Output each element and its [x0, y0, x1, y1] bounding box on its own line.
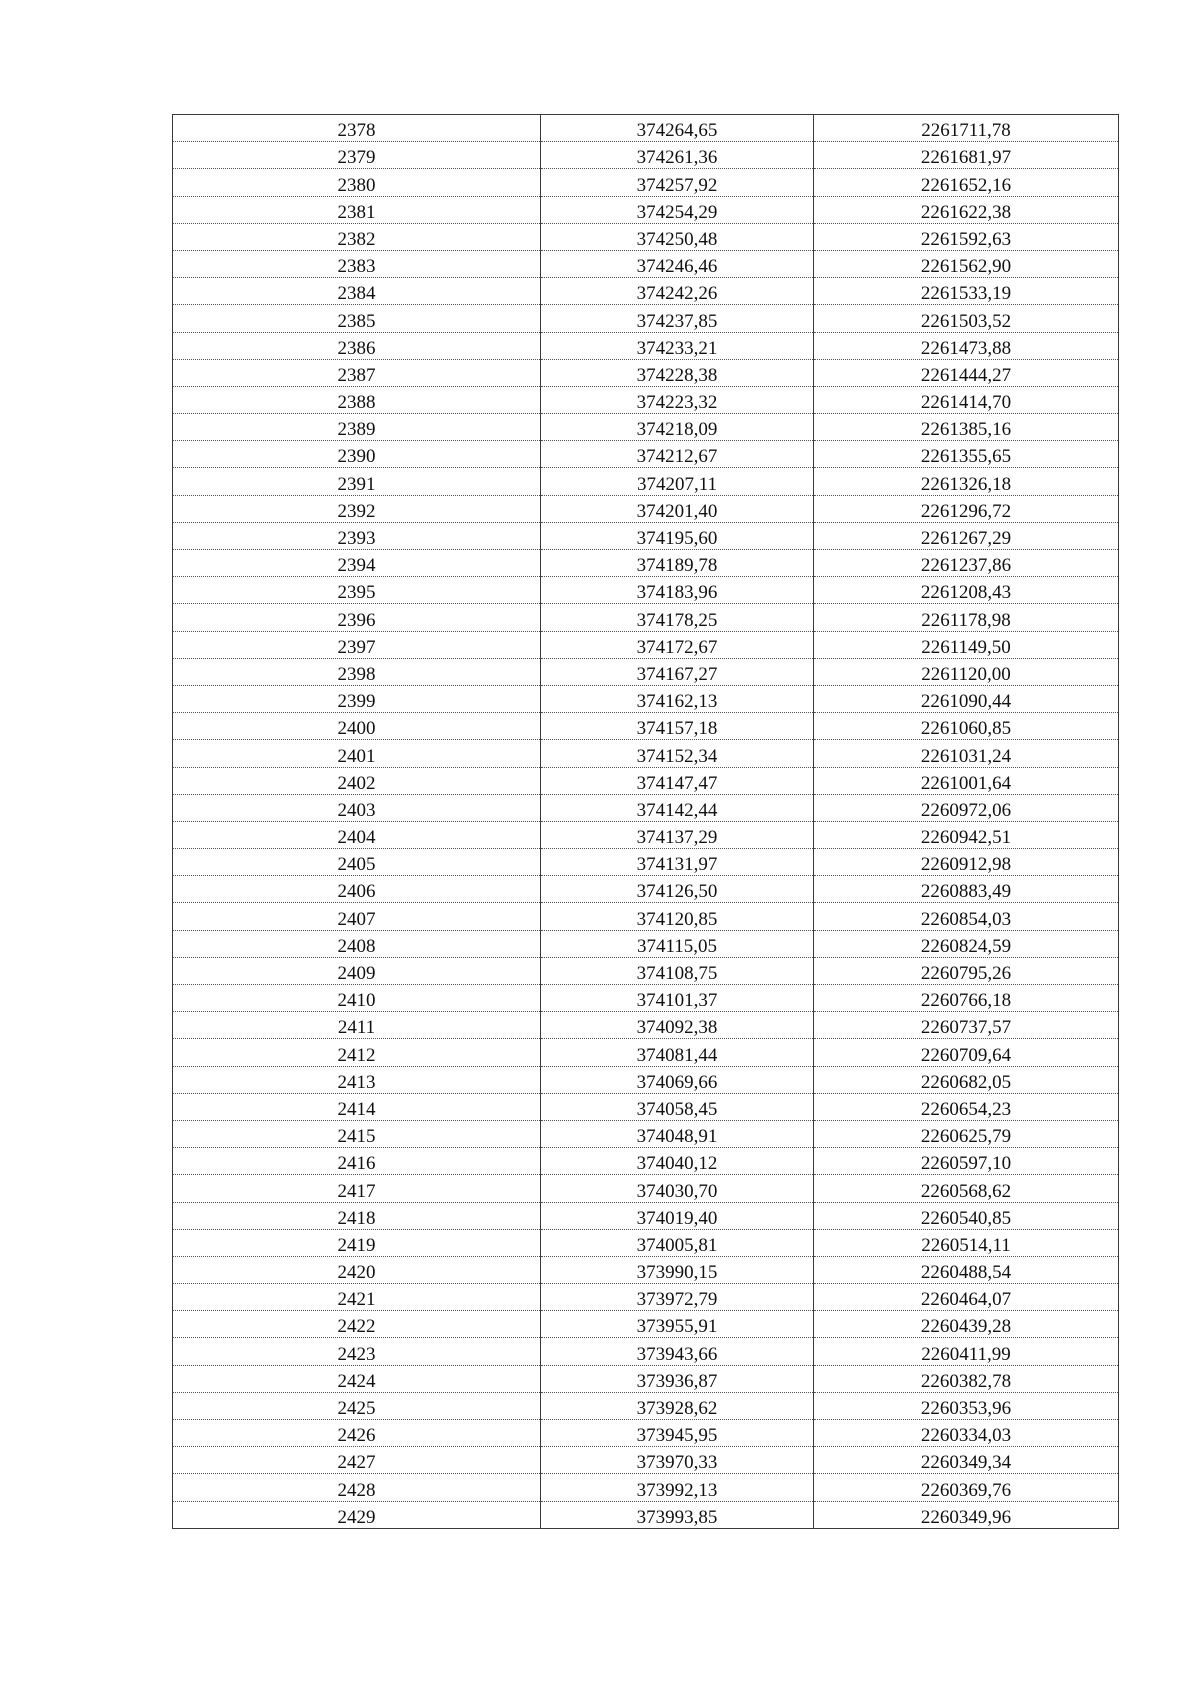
x-coordinate-cell: 374048,91	[541, 1120, 814, 1147]
table-row	[173, 658, 1119, 685]
table-row	[173, 386, 1119, 413]
y-coordinate-cell: 2260540,85	[814, 1202, 1119, 1229]
table-row	[173, 1175, 1119, 1202]
point-number-cell: 2412	[173, 1039, 541, 1066]
y-coordinate-cell: 2261237,86	[814, 550, 1119, 577]
x-coordinate-cell: 374201,40	[541, 495, 814, 522]
y-coordinate-cell: 2261385,16	[814, 414, 1119, 441]
point-number-cell: 2381	[173, 196, 541, 223]
x-coordinate-cell: 373972,79	[541, 1284, 814, 1311]
y-coordinate-cell: 2260795,26	[814, 957, 1119, 984]
x-coordinate-cell: 374207,11	[541, 468, 814, 495]
table-row	[173, 1392, 1119, 1419]
point-number-cell: 2396	[173, 604, 541, 631]
point-number-cell: 2402	[173, 767, 541, 794]
table-row	[173, 1202, 1119, 1229]
point-number-cell: 2404	[173, 821, 541, 848]
x-coordinate-cell: 374261,36	[541, 142, 814, 169]
x-coordinate-cell: 374131,97	[541, 849, 814, 876]
point-number-cell: 2411	[173, 1012, 541, 1039]
table-row	[173, 1039, 1119, 1066]
y-coordinate-cell: 2260411,99	[814, 1338, 1119, 1365]
x-coordinate-cell: 374167,27	[541, 658, 814, 685]
table-row	[173, 903, 1119, 930]
table-row	[173, 985, 1119, 1012]
point-number-cell: 2419	[173, 1229, 541, 1256]
point-number-cell: 2410	[173, 985, 541, 1012]
table-row	[173, 849, 1119, 876]
y-coordinate-cell: 2260353,96	[814, 1392, 1119, 1419]
point-number-cell: 2383	[173, 250, 541, 277]
x-coordinate-cell: 374142,44	[541, 794, 814, 821]
point-number-cell: 2414	[173, 1093, 541, 1120]
table-row	[173, 713, 1119, 740]
x-coordinate-cell: 374126,50	[541, 876, 814, 903]
table-row	[173, 740, 1119, 767]
x-coordinate-cell: 373928,62	[541, 1392, 814, 1419]
y-coordinate-cell: 2261652,16	[814, 169, 1119, 196]
y-coordinate-cell: 2260824,59	[814, 930, 1119, 957]
table-row	[173, 794, 1119, 821]
y-coordinate-cell: 2261562,90	[814, 250, 1119, 277]
x-coordinate-cell: 374019,40	[541, 1202, 814, 1229]
point-number-cell: 2429	[173, 1501, 541, 1528]
x-coordinate-cell: 374183,96	[541, 577, 814, 604]
table-row	[173, 441, 1119, 468]
y-coordinate-cell: 2260568,62	[814, 1175, 1119, 1202]
table-row	[173, 414, 1119, 441]
point-number-cell: 2397	[173, 631, 541, 658]
y-coordinate-cell: 2260488,54	[814, 1256, 1119, 1283]
x-coordinate-cell: 374115,05	[541, 930, 814, 957]
table-row	[173, 1284, 1119, 1311]
point-number-cell: 2379	[173, 142, 541, 169]
table-row	[173, 278, 1119, 305]
table-row	[173, 930, 1119, 957]
y-coordinate-cell: 2260625,79	[814, 1120, 1119, 1147]
table-row	[173, 1338, 1119, 1365]
y-coordinate-cell: 2261149,50	[814, 631, 1119, 658]
table-row	[173, 604, 1119, 631]
x-coordinate-cell: 374223,32	[541, 386, 814, 413]
y-coordinate-cell: 2261592,63	[814, 223, 1119, 250]
table-row	[173, 468, 1119, 495]
y-coordinate-cell: 2261533,19	[814, 278, 1119, 305]
point-number-cell: 2385	[173, 305, 541, 332]
x-coordinate-cell: 374189,78	[541, 550, 814, 577]
table-row	[173, 1501, 1119, 1528]
y-coordinate-cell: 2260349,96	[814, 1501, 1119, 1528]
table-row	[173, 250, 1119, 277]
x-coordinate-cell: 374195,60	[541, 522, 814, 549]
x-coordinate-cell: 374081,44	[541, 1039, 814, 1066]
y-coordinate-cell: 2261120,00	[814, 658, 1119, 685]
table-row	[173, 1229, 1119, 1256]
x-coordinate-cell: 374058,45	[541, 1093, 814, 1120]
x-coordinate-cell: 374137,29	[541, 821, 814, 848]
point-number-cell: 2415	[173, 1120, 541, 1147]
y-coordinate-cell: 2261355,65	[814, 441, 1119, 468]
point-number-cell: 2408	[173, 930, 541, 957]
table-row	[173, 1311, 1119, 1338]
point-number-cell: 2378	[173, 115, 541, 142]
x-coordinate-cell: 374218,09	[541, 414, 814, 441]
table-row	[173, 1256, 1119, 1283]
x-coordinate-cell: 374242,26	[541, 278, 814, 305]
x-coordinate-cell: 373945,95	[541, 1420, 814, 1447]
y-coordinate-cell: 2260369,76	[814, 1474, 1119, 1501]
x-coordinate-cell: 373970,33	[541, 1447, 814, 1474]
y-coordinate-cell: 2260942,51	[814, 821, 1119, 848]
y-coordinate-cell: 2261267,29	[814, 522, 1119, 549]
point-number-cell: 2426	[173, 1420, 541, 1447]
x-coordinate-cell: 374172,67	[541, 631, 814, 658]
point-number-cell: 2416	[173, 1148, 541, 1175]
table-row	[173, 495, 1119, 522]
x-coordinate-cell: 374030,70	[541, 1175, 814, 1202]
point-number-cell: 2409	[173, 957, 541, 984]
x-coordinate-cell: 373993,85	[541, 1501, 814, 1528]
table-row	[173, 1420, 1119, 1447]
y-coordinate-cell: 2260883,49	[814, 876, 1119, 903]
x-coordinate-cell: 373992,13	[541, 1474, 814, 1501]
y-coordinate-cell: 2260439,28	[814, 1311, 1119, 1338]
y-coordinate-cell: 2260972,06	[814, 794, 1119, 821]
y-coordinate-cell: 2261178,98	[814, 604, 1119, 631]
y-coordinate-cell: 2261414,70	[814, 386, 1119, 413]
x-coordinate-cell: 374092,38	[541, 1012, 814, 1039]
y-coordinate-cell: 2260349,34	[814, 1447, 1119, 1474]
x-coordinate-cell: 373943,66	[541, 1338, 814, 1365]
point-number-cell: 2417	[173, 1175, 541, 1202]
point-number-cell: 2388	[173, 386, 541, 413]
point-number-cell: 2423	[173, 1338, 541, 1365]
table-row	[173, 1066, 1119, 1093]
y-coordinate-cell: 2260766,18	[814, 985, 1119, 1012]
y-coordinate-cell: 2261711,78	[814, 115, 1119, 142]
table-row	[173, 223, 1119, 250]
x-coordinate-cell: 374257,92	[541, 169, 814, 196]
table-row	[173, 196, 1119, 223]
point-number-cell: 2382	[173, 223, 541, 250]
x-coordinate-cell: 374147,47	[541, 767, 814, 794]
x-coordinate-cell: 374101,37	[541, 985, 814, 1012]
x-coordinate-cell: 374178,25	[541, 604, 814, 631]
x-coordinate-cell: 374250,48	[541, 223, 814, 250]
y-coordinate-cell: 2260382,78	[814, 1365, 1119, 1392]
table-row	[173, 550, 1119, 577]
y-coordinate-cell: 2260682,05	[814, 1066, 1119, 1093]
x-coordinate-cell: 374069,66	[541, 1066, 814, 1093]
y-coordinate-cell: 2261622,38	[814, 196, 1119, 223]
x-coordinate-cell: 374246,46	[541, 250, 814, 277]
x-coordinate-cell: 374254,29	[541, 196, 814, 223]
point-number-cell: 2403	[173, 794, 541, 821]
table-row	[173, 1365, 1119, 1392]
table-row	[173, 522, 1119, 549]
y-coordinate-cell: 2261296,72	[814, 495, 1119, 522]
point-number-cell: 2421	[173, 1284, 541, 1311]
point-number-cell: 2418	[173, 1202, 541, 1229]
point-number-cell: 2424	[173, 1365, 541, 1392]
x-coordinate-cell: 374120,85	[541, 903, 814, 930]
point-number-cell: 2413	[173, 1066, 541, 1093]
y-coordinate-cell: 2260737,57	[814, 1012, 1119, 1039]
point-number-cell: 2391	[173, 468, 541, 495]
y-coordinate-cell: 2260597,10	[814, 1148, 1119, 1175]
table-row	[173, 305, 1119, 332]
y-coordinate-cell: 2260912,98	[814, 849, 1119, 876]
x-coordinate-cell: 374108,75	[541, 957, 814, 984]
y-coordinate-cell: 2261001,64	[814, 767, 1119, 794]
x-coordinate-cell: 374157,18	[541, 713, 814, 740]
y-coordinate-cell: 2261326,18	[814, 468, 1119, 495]
point-number-cell: 2398	[173, 658, 541, 685]
table-row	[173, 359, 1119, 386]
point-number-cell: 2380	[173, 169, 541, 196]
coordinates-table-body	[173, 115, 1119, 1529]
x-coordinate-cell: 374233,21	[541, 332, 814, 359]
table-row	[173, 1093, 1119, 1120]
point-number-cell: 2384	[173, 278, 541, 305]
point-number-cell: 2386	[173, 332, 541, 359]
table-row	[173, 1474, 1119, 1501]
table-row	[173, 821, 1119, 848]
y-coordinate-cell: 2260514,11	[814, 1229, 1119, 1256]
point-number-cell: 2420	[173, 1256, 541, 1283]
y-coordinate-cell: 2260334,03	[814, 1420, 1119, 1447]
point-number-cell: 2399	[173, 685, 541, 712]
point-number-cell: 2401	[173, 740, 541, 767]
point-number-cell: 2422	[173, 1311, 541, 1338]
y-coordinate-cell: 2261681,97	[814, 142, 1119, 169]
point-number-cell: 2389	[173, 414, 541, 441]
x-coordinate-cell: 374212,67	[541, 441, 814, 468]
x-coordinate-cell: 374237,85	[541, 305, 814, 332]
x-coordinate-cell: 374264,65	[541, 115, 814, 142]
point-number-cell: 2395	[173, 577, 541, 604]
y-coordinate-cell: 2261090,44	[814, 685, 1119, 712]
y-coordinate-cell: 2260854,03	[814, 903, 1119, 930]
table-row	[173, 1447, 1119, 1474]
x-coordinate-cell: 374162,13	[541, 685, 814, 712]
coordinates-table	[172, 114, 1119, 1529]
table-row	[173, 1148, 1119, 1175]
point-number-cell: 2390	[173, 441, 541, 468]
point-number-cell: 2407	[173, 903, 541, 930]
point-number-cell: 2405	[173, 849, 541, 876]
x-coordinate-cell: 374040,12	[541, 1148, 814, 1175]
point-number-cell: 2428	[173, 1474, 541, 1501]
x-coordinate-cell: 374228,38	[541, 359, 814, 386]
y-coordinate-cell: 2261060,85	[814, 713, 1119, 740]
table-row	[173, 1120, 1119, 1147]
y-coordinate-cell: 2260709,64	[814, 1039, 1119, 1066]
table-row	[173, 767, 1119, 794]
point-number-cell: 2394	[173, 550, 541, 577]
table-row	[173, 169, 1119, 196]
table-row	[173, 115, 1119, 142]
point-number-cell: 2392	[173, 495, 541, 522]
y-coordinate-cell: 2261473,88	[814, 332, 1119, 359]
y-coordinate-cell: 2261208,43	[814, 577, 1119, 604]
table-row	[173, 685, 1119, 712]
table-row	[173, 957, 1119, 984]
y-coordinate-cell: 2261503,52	[814, 305, 1119, 332]
x-coordinate-cell: 374152,34	[541, 740, 814, 767]
table-row	[173, 876, 1119, 903]
point-number-cell: 2425	[173, 1392, 541, 1419]
point-number-cell: 2387	[173, 359, 541, 386]
x-coordinate-cell: 373936,87	[541, 1365, 814, 1392]
y-coordinate-cell: 2261444,27	[814, 359, 1119, 386]
x-coordinate-cell: 373990,15	[541, 1256, 814, 1283]
point-number-cell: 2400	[173, 713, 541, 740]
point-number-cell: 2406	[173, 876, 541, 903]
point-number-cell: 2427	[173, 1447, 541, 1474]
y-coordinate-cell: 2260654,23	[814, 1093, 1119, 1120]
y-coordinate-cell: 2261031,24	[814, 740, 1119, 767]
table-row	[173, 631, 1119, 658]
table-row	[173, 577, 1119, 604]
table-row	[173, 332, 1119, 359]
x-coordinate-cell: 374005,81	[541, 1229, 814, 1256]
table-row	[173, 1012, 1119, 1039]
table-row	[173, 142, 1119, 169]
y-coordinate-cell: 2260464,07	[814, 1284, 1119, 1311]
point-number-cell: 2393	[173, 522, 541, 549]
x-coordinate-cell: 373955,91	[541, 1311, 814, 1338]
